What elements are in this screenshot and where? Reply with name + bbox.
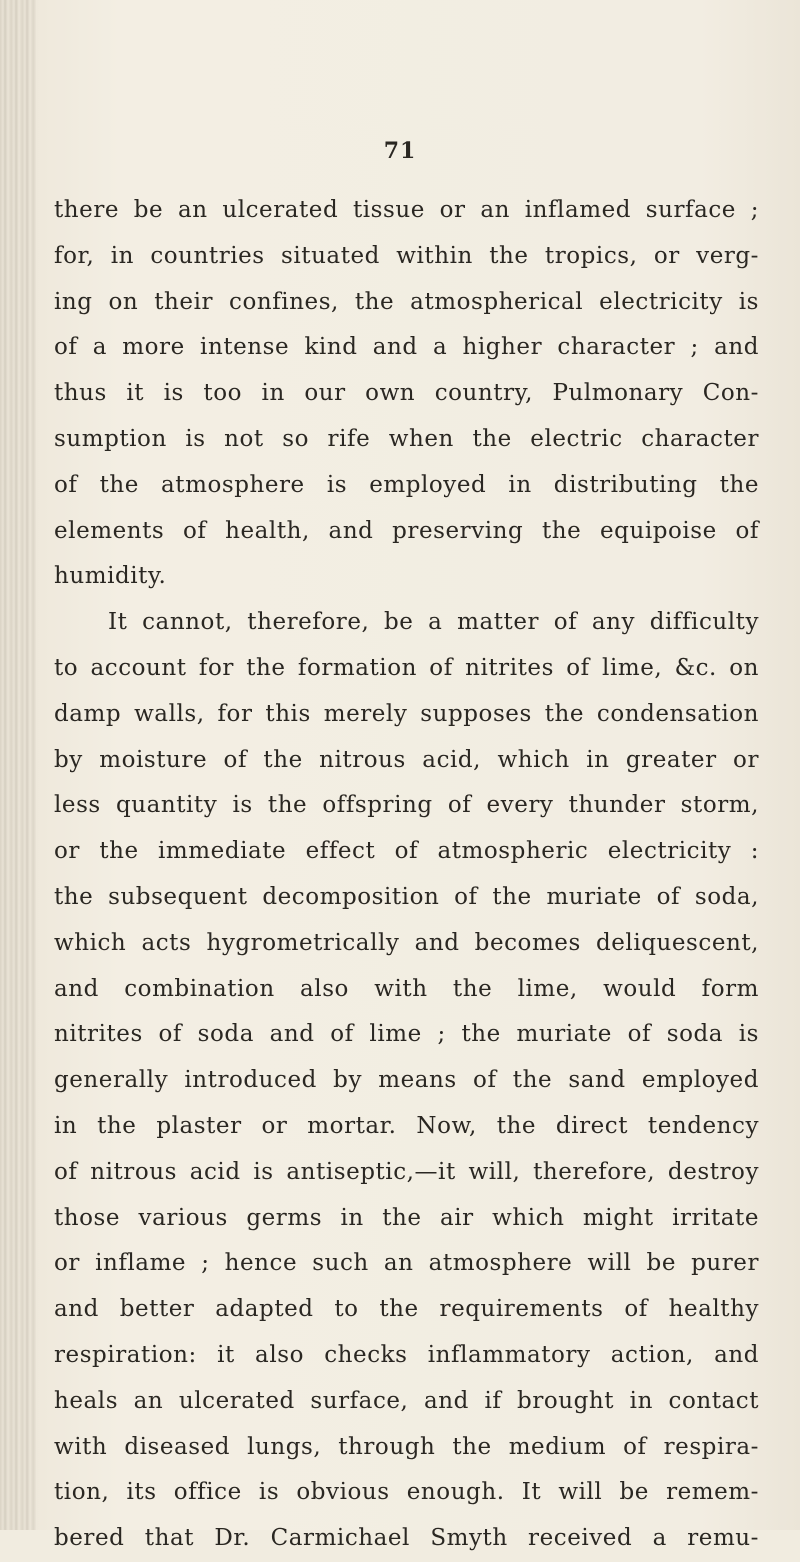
text-line: and combination also with the lime, would form bbox=[54, 975, 759, 1002]
text-line: generally introduced by means of the sand employed bbox=[54, 1067, 759, 1094]
text-line: elements of health, and preserving the equipoise of bbox=[54, 517, 759, 544]
text-line: tion, its office is obvious enough. It will be remem- bbox=[54, 1479, 759, 1506]
text-line: with diseased lungs, through the medium of respira- bbox=[54, 1433, 759, 1460]
text-line: of the atmosphere is employed in distributing the bbox=[54, 471, 759, 498]
text-line: the subsequent decomposition of the muriate of soda, bbox=[54, 883, 759, 910]
text-line: thus it is too in our own country, Pulmonary Con- bbox=[54, 380, 759, 407]
text-line: of nitrous acid is antiseptic,—it will, therefore, destroy bbox=[54, 1158, 759, 1185]
text-line: to account for the formation of nitrites of lime, &c. on bbox=[54, 654, 759, 681]
text-line: heals an ulcerated surface, and if brought in contact bbox=[54, 1387, 759, 1414]
text-line: by moisture of the nitrous acid, which in greater or bbox=[54, 746, 759, 773]
page-gutter bbox=[0, 0, 36, 1530]
text-line: or inflame ; hence such an atmosphere will be purer bbox=[54, 1250, 759, 1277]
text-line: of a more intense kind and a higher character ; and bbox=[54, 334, 759, 361]
text-line: and better adapted to the requirements of healthy bbox=[54, 1296, 759, 1323]
text-line: damp walls, for this merely supposes the condensation bbox=[54, 700, 759, 727]
text-line: ing on their confines, the atmospherical electricity is bbox=[54, 288, 759, 315]
text-line: bered that Dr. Carmichael Smyth received a remu- bbox=[54, 1525, 759, 1552]
text-line: humidity. bbox=[54, 563, 167, 590]
text-line: sumption is not so rife when the electric character bbox=[54, 425, 759, 452]
page-number: 71 bbox=[383, 138, 417, 164]
text-line: less quantity is the offspring of every thunder storm, bbox=[54, 792, 759, 819]
text-line: there be an ulcerated tissue or an inflamed surface ; bbox=[54, 197, 759, 223]
paragraph-start-line: It cannot, therefore, be a matter of any difficulty bbox=[108, 609, 759, 636]
text-line: for, in countries situated within the tropics, or verg- bbox=[54, 242, 759, 269]
text-line: which acts hygrometrically and becomes deliquescent, bbox=[54, 929, 759, 956]
body-text bbox=[54, 188, 759, 1562]
text-line: nitrites of soda and of lime ; the muriate of soda is bbox=[54, 1021, 759, 1048]
text-line: in the plaster or mortar. Now, the direct tendency bbox=[54, 1112, 759, 1139]
text-line: or the immediate effect of atmospheric electricity : bbox=[54, 838, 759, 865]
text-line: those various germs in the air which might irritate bbox=[54, 1204, 759, 1231]
text-line: respiration: it also checks inflammatory action, and bbox=[54, 1341, 759, 1368]
